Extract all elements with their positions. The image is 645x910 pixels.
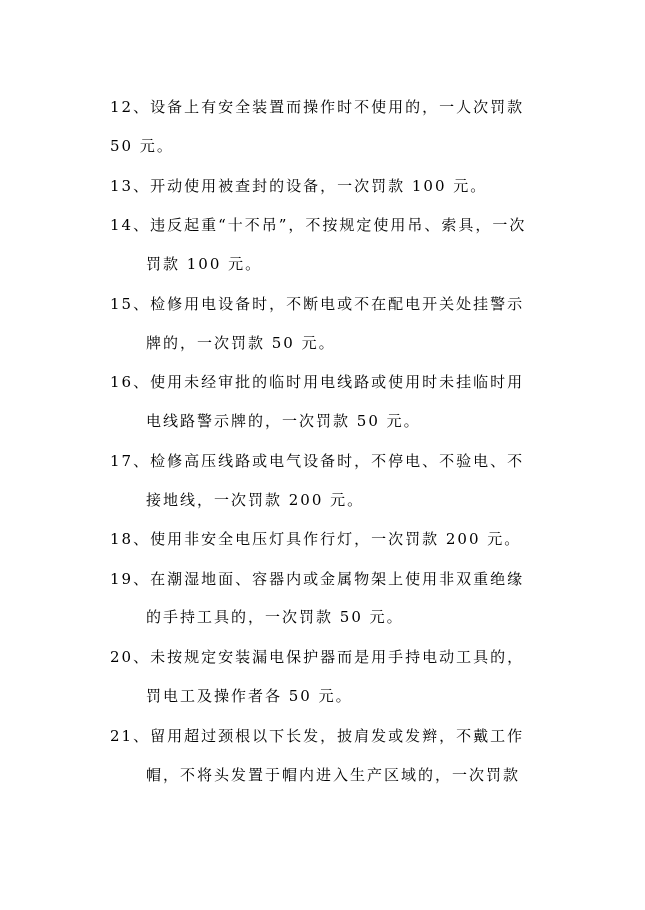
item-15-line-1: 15、检修用电设备时，不断电或不在配电开关处挂警示 <box>110 295 525 313</box>
item-21-line-1: 21、留用超过颈根以下长发，披肩发或发辫，不戴工作 <box>110 727 525 745</box>
item-12-line-2: 50 元。 <box>110 137 174 155</box>
item-19-line-1: 19、在潮湿地面、容器内或金属物架上使用非双重绝缘 <box>110 570 525 588</box>
item-17-line-1: 17、检修高压线路或电气设备时，不停电、不验电、不 <box>110 452 525 470</box>
item-13-line-1: 13、开动使用被查封的设备，一次罚款 100 元。 <box>110 177 488 195</box>
item-16-line-1: 16、使用未经审批的临时用电线路或使用时未挂临时用 <box>110 373 525 391</box>
item-20-line-2: 罚电工及操作者各 50 元。 <box>146 687 353 705</box>
item-12-line-1: 12、设备上有安全装置而操作时不使用的，一人次罚款 <box>110 98 525 116</box>
item-20-line-1: 20、未按规定安装漏电保护器而是用手持电动工具的， <box>110 648 525 666</box>
item-18-line-1: 18、使用非安全电压灯具作行灯，一次罚款 200 元。 <box>110 530 522 548</box>
item-16-line-2: 电线路警示牌的，一次罚款 50 元。 <box>146 412 421 430</box>
item-19-line-2: 的手持工具的，一次罚款 50 元。 <box>146 608 404 626</box>
item-14-line-1: 14、违反起重“十不吊”，不按规定使用吊、索具，一次 <box>110 216 527 234</box>
item-17-line-2: 接地线，一次罚款 200 元。 <box>146 491 365 509</box>
item-15-line-2: 牌的，一次罚款 50 元。 <box>146 334 336 352</box>
item-14-line-2: 罚款 100 元。 <box>146 255 263 273</box>
item-21-line-2: 帽，不将头发置于帽内进入生产区域的，一次罚款 <box>146 766 521 784</box>
